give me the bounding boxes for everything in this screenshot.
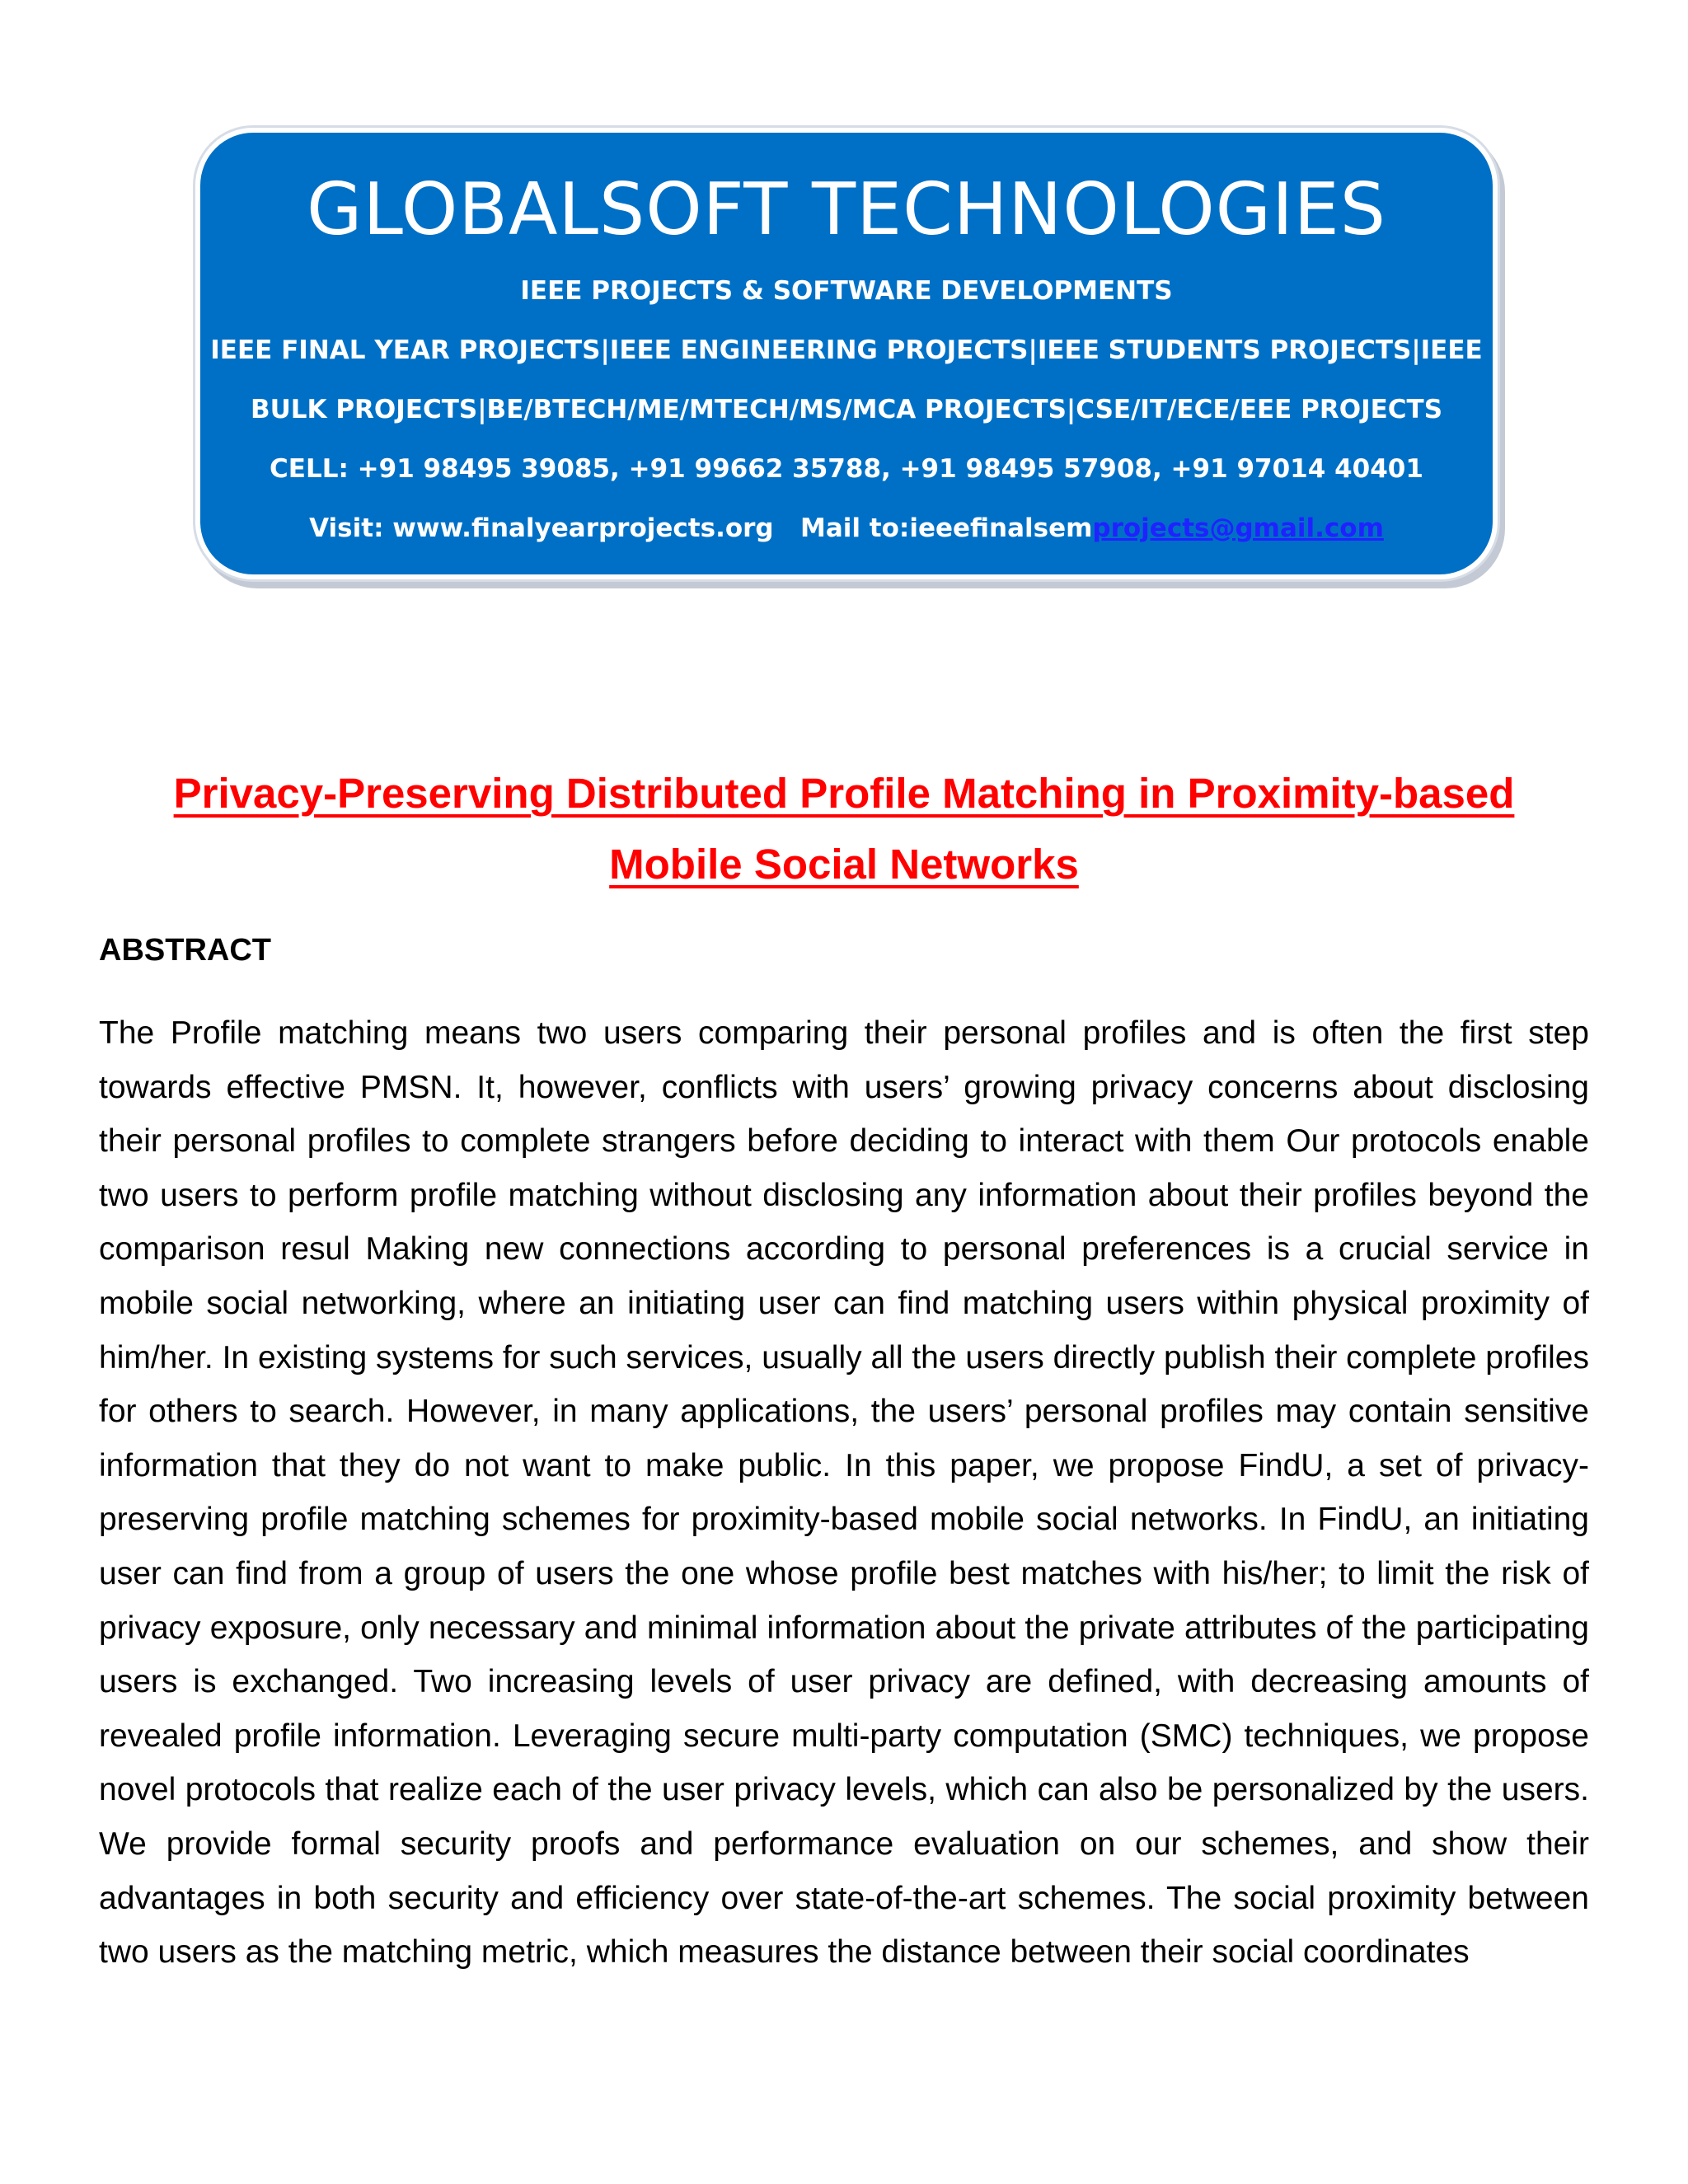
document-title [0, 758, 1688, 900]
abstract-heading: ABSTRACT [99, 933, 271, 968]
abstract-text: The Profile matching means two users comparing their personal profiles and is often the first step towards effective PMSN. It, however, conflicts with users’ growing privacy concerns about disclosing their personal profiles to complete strangers before deciding to interact with them Our protocols enable two users to perform profile matching without disclosing any information about their profiles beyond the comparison resul Making new connections according to personal preferences is a crucial service in mobile social networking, where an initiating user can find matching users within physical proximity of him/her. In existing systems for such services, usually all the users directly publish their complete profiles for others to search. However, in many applications, the users’ personal profiles may contain sensitive information that they do not want to make public. In this paper, we propose FindU, a set of privacy-preserving profile matching schemes for proximity-based mobile social networks. In FindU, an initiating user can find from a group of users the one whose profile best matches with his/her; to limit the risk of privacy exposure, only necessary and minimal information about the private attributes of the participating users is exchanged. Two increasing levels of user privacy are defined, with decreasing amounts of revealed profile information. Leveraging secure multi-party computation (SMC) techniques, we propose novel protocols that realize each of the user privacy levels, which can also be personalized by the users. We provide formal security proofs and performance evaluation on our schemes, and show their advantages in both security and efficiency over state-of-the-art schemes. The social proximity between two users as the matching metric, which measures the distance between their social coordinates [99, 1015, 1589, 1971]
document-title-line-1: Privacy-Preserving Distributed Profile Matching in Proximity-based [173, 770, 1515, 817]
contact-phone-numbers: CELL: +91 98495 39085, +91 99662 35788, +91 98495 57908, +91 97014 40401 [270, 454, 1423, 484]
projects-list-line-2: BULK PROJECTS|BE/BTECH/ME/MTECH/MS/MCA PROJECTS|CSE/IT/ECE/EEE PROJECTS [250, 395, 1443, 424]
company-tagline: IEEE PROJECTS & SOFTWARE DEVELOPMENTS [520, 276, 1173, 306]
projects-list-line-1: IEEE FINAL YEAR PROJECTS|IEEE ENGINEERING PROJECTS|IEEE STUDENTS PROJECTS|IEEE [210, 335, 1483, 365]
email-link[interactable]: projects@gmail.com [1092, 513, 1384, 543]
document-title-line-2: Mobile Social Networks [609, 841, 1079, 888]
contact-web-mail [200, 512, 1493, 545]
company-name: GLOBALSOFT TECHNOLOGIES [307, 167, 1386, 251]
visit-and-mail-text: Visit: www.finalyearprojects.org Mail to:ieeefinalsem [309, 513, 1093, 543]
company-banner [195, 128, 1498, 579]
